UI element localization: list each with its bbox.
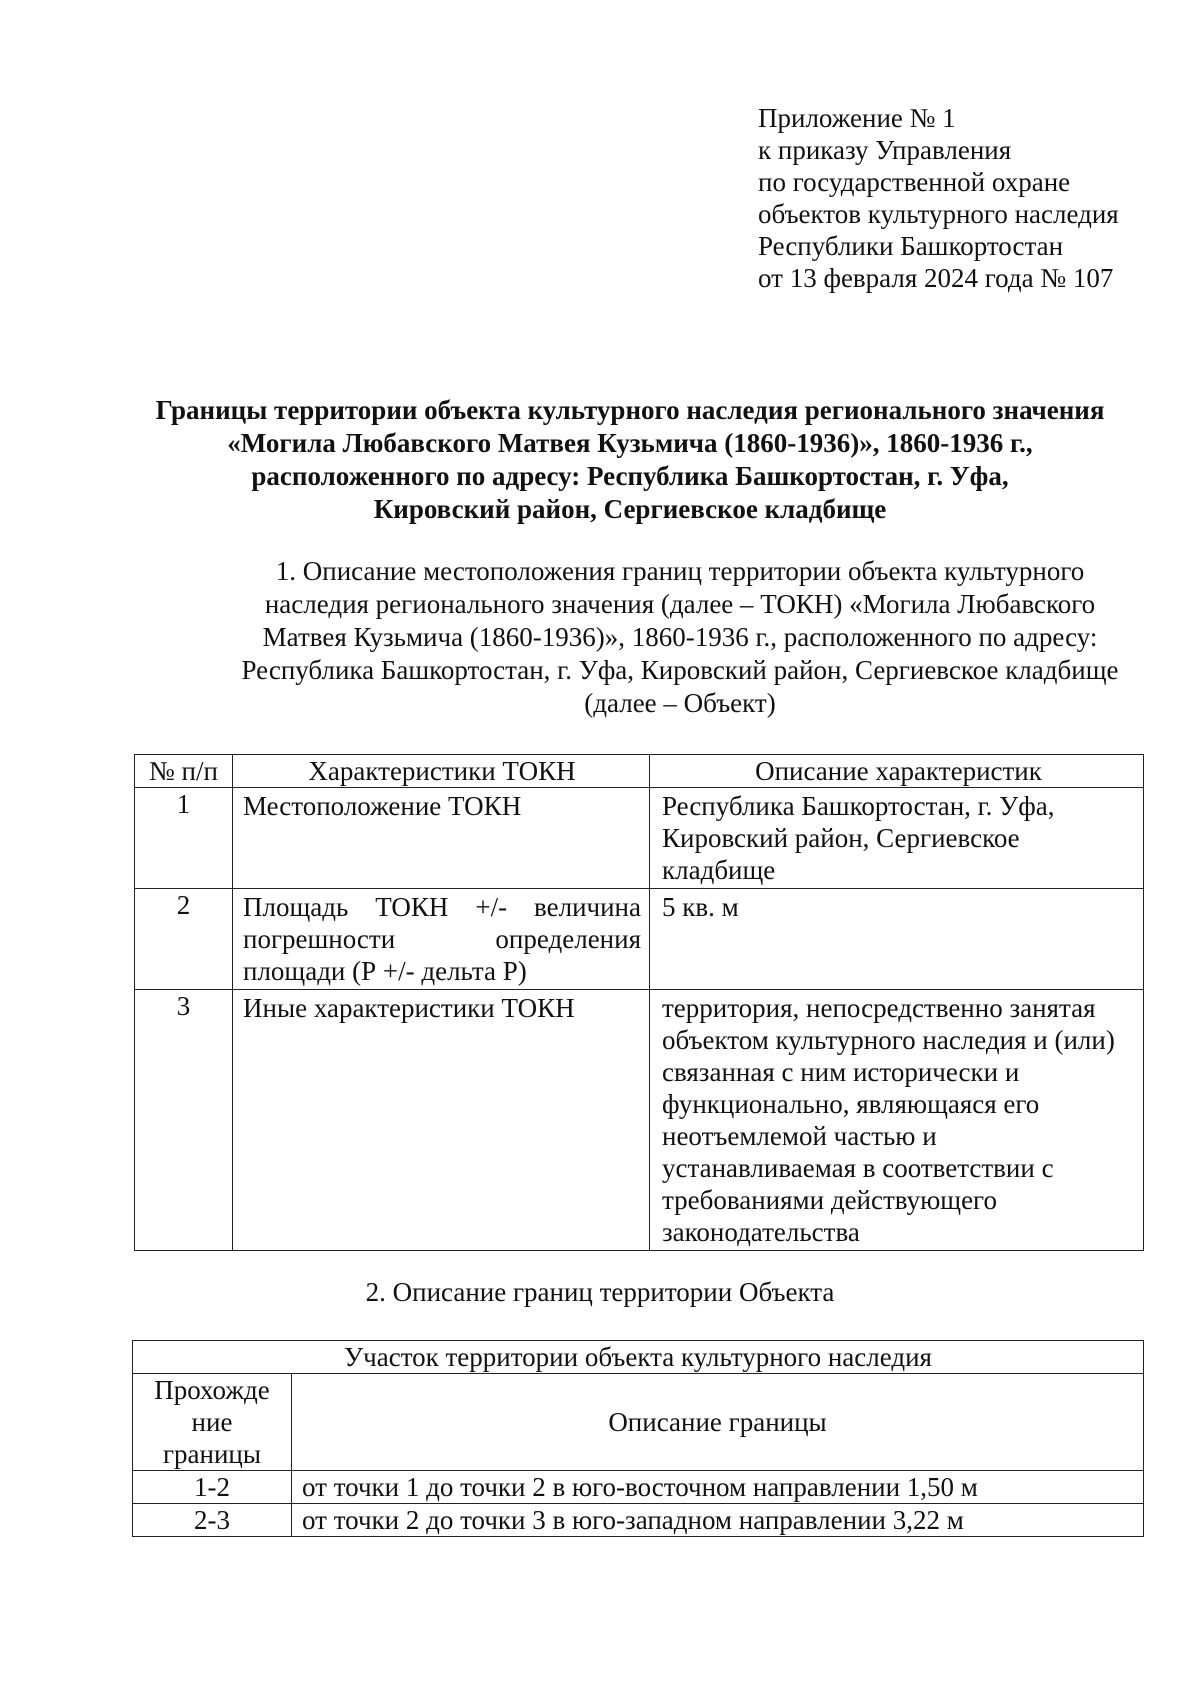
document-title xyxy=(100,394,1160,526)
header-passage xyxy=(133,1374,292,1471)
title-line: «Могила Любавского Матвея Кузьмича (1860-1936)», 1860-1936 г., xyxy=(227,428,1033,458)
section-1-line: 1. Описание местоположения границ территории объекта культурного xyxy=(275,556,1085,586)
characteristic-line: площади (Р +/- дельта Р) xyxy=(243,956,527,986)
row-boundary-description: от точки 1 до точки 2 в юго-восточном направлении 1,50 м xyxy=(292,1471,1144,1504)
table-header-row xyxy=(133,1374,1144,1471)
title-line: расположенного по адресу: Республика Башкортостан, г. Уфа, xyxy=(251,461,1009,491)
row-characteristic: Местоположение ТОКН xyxy=(233,788,650,889)
description-line: функционально, являющаяся его xyxy=(662,1089,1040,1119)
header-passage-line: Прохожде xyxy=(154,1375,270,1405)
boundary-table xyxy=(132,1340,1144,1537)
table-row xyxy=(135,788,1144,889)
description-line: Кировский район, Сергиевское xyxy=(662,823,1020,853)
appendix-line: от 13 февраля 2024 года № 107 xyxy=(758,263,1114,293)
header-characteristic: Характеристики ТОКН xyxy=(233,755,650,788)
description-line: кладбище xyxy=(662,855,776,885)
header-boundary-description: Описание границы xyxy=(292,1374,1144,1471)
row-description xyxy=(650,990,1144,1251)
appendix-line: по государственной охране xyxy=(758,167,1071,197)
table-header-row xyxy=(135,755,1144,788)
appendix-header xyxy=(758,102,1178,294)
row-passage: 1-2 xyxy=(133,1471,292,1504)
table-row xyxy=(133,1504,1144,1537)
row-description xyxy=(650,788,1144,889)
section-2-heading: 2. Описание границ территории Объекта xyxy=(365,1277,835,1307)
row-boundary-description: от точки 2 до точки 3 в юго-западном направлении 3,22 м xyxy=(292,1504,1144,1537)
row-description xyxy=(650,889,1144,990)
table-row xyxy=(133,1471,1144,1504)
description-line: связанная с ним исторически и xyxy=(662,1057,1020,1087)
section-1-line: наследия регионального значения (далее – ТОКН) «Могила Любавского xyxy=(264,589,1096,619)
appendix-line: объектов культурного наследия xyxy=(758,199,1119,229)
row-number: 1 xyxy=(135,788,233,889)
row-characteristic: Иные характеристики ТОКН xyxy=(233,990,650,1251)
header-passage-line: ние xyxy=(191,1407,233,1437)
title-line: Границы территории объекта культурного наследия регионального значения xyxy=(155,395,1105,425)
description-line: территория, непосредственно занятая xyxy=(662,993,1096,1023)
characteristics-table xyxy=(134,754,1144,1251)
appendix-line: Приложение № 1 xyxy=(758,103,956,133)
description-line: требованиями действующего xyxy=(662,1185,997,1215)
title-line: Кировский район, Сергиевское кладбище xyxy=(373,494,887,524)
header-number: № п/п xyxy=(135,755,233,788)
row-number: 3 xyxy=(135,990,233,1251)
description-line: 5 кв. м xyxy=(662,892,739,922)
section-1-line: Республика Башкортостан, г. Уфа, Кировский район, Сергиевское кладбище xyxy=(241,655,1119,685)
appendix-line: Республики Башкортостан xyxy=(758,231,1064,261)
header-description: Описание характеристик xyxy=(650,755,1144,788)
row-characteristic xyxy=(233,889,650,990)
appendix-line: к приказу Управления xyxy=(758,135,1012,165)
table-row xyxy=(135,990,1144,1251)
description-line: законодательства xyxy=(662,1217,860,1247)
row-passage: 2-3 xyxy=(133,1504,292,1537)
description-line: неотъемлемой частью и xyxy=(662,1121,937,1151)
table-row xyxy=(135,889,1144,990)
header-passage-line: границы xyxy=(162,1439,262,1469)
section-1-line: Матвея Кузьмича (1860-1936)», 1860-1936 г., расположенного по адресу: xyxy=(262,622,1098,652)
table-caption: Участок территории объекта культурного наследия xyxy=(133,1341,1144,1374)
row-number: 2 xyxy=(135,889,233,990)
table-caption-row xyxy=(133,1341,1144,1374)
characteristic-line: Площадь ТОКН +/- величина xyxy=(243,892,641,922)
section-1-line: (далее – Объект) xyxy=(584,688,776,718)
description-line: устанавливаемая в соответствии с xyxy=(662,1153,1054,1183)
description-line: Республика Башкортостан, г. Уфа, xyxy=(662,791,1055,821)
section-1-heading xyxy=(190,555,1170,720)
characteristic-line: погрешности определения xyxy=(243,924,641,954)
description-line: объектом культурного наследия и (или) xyxy=(662,1025,1115,1055)
